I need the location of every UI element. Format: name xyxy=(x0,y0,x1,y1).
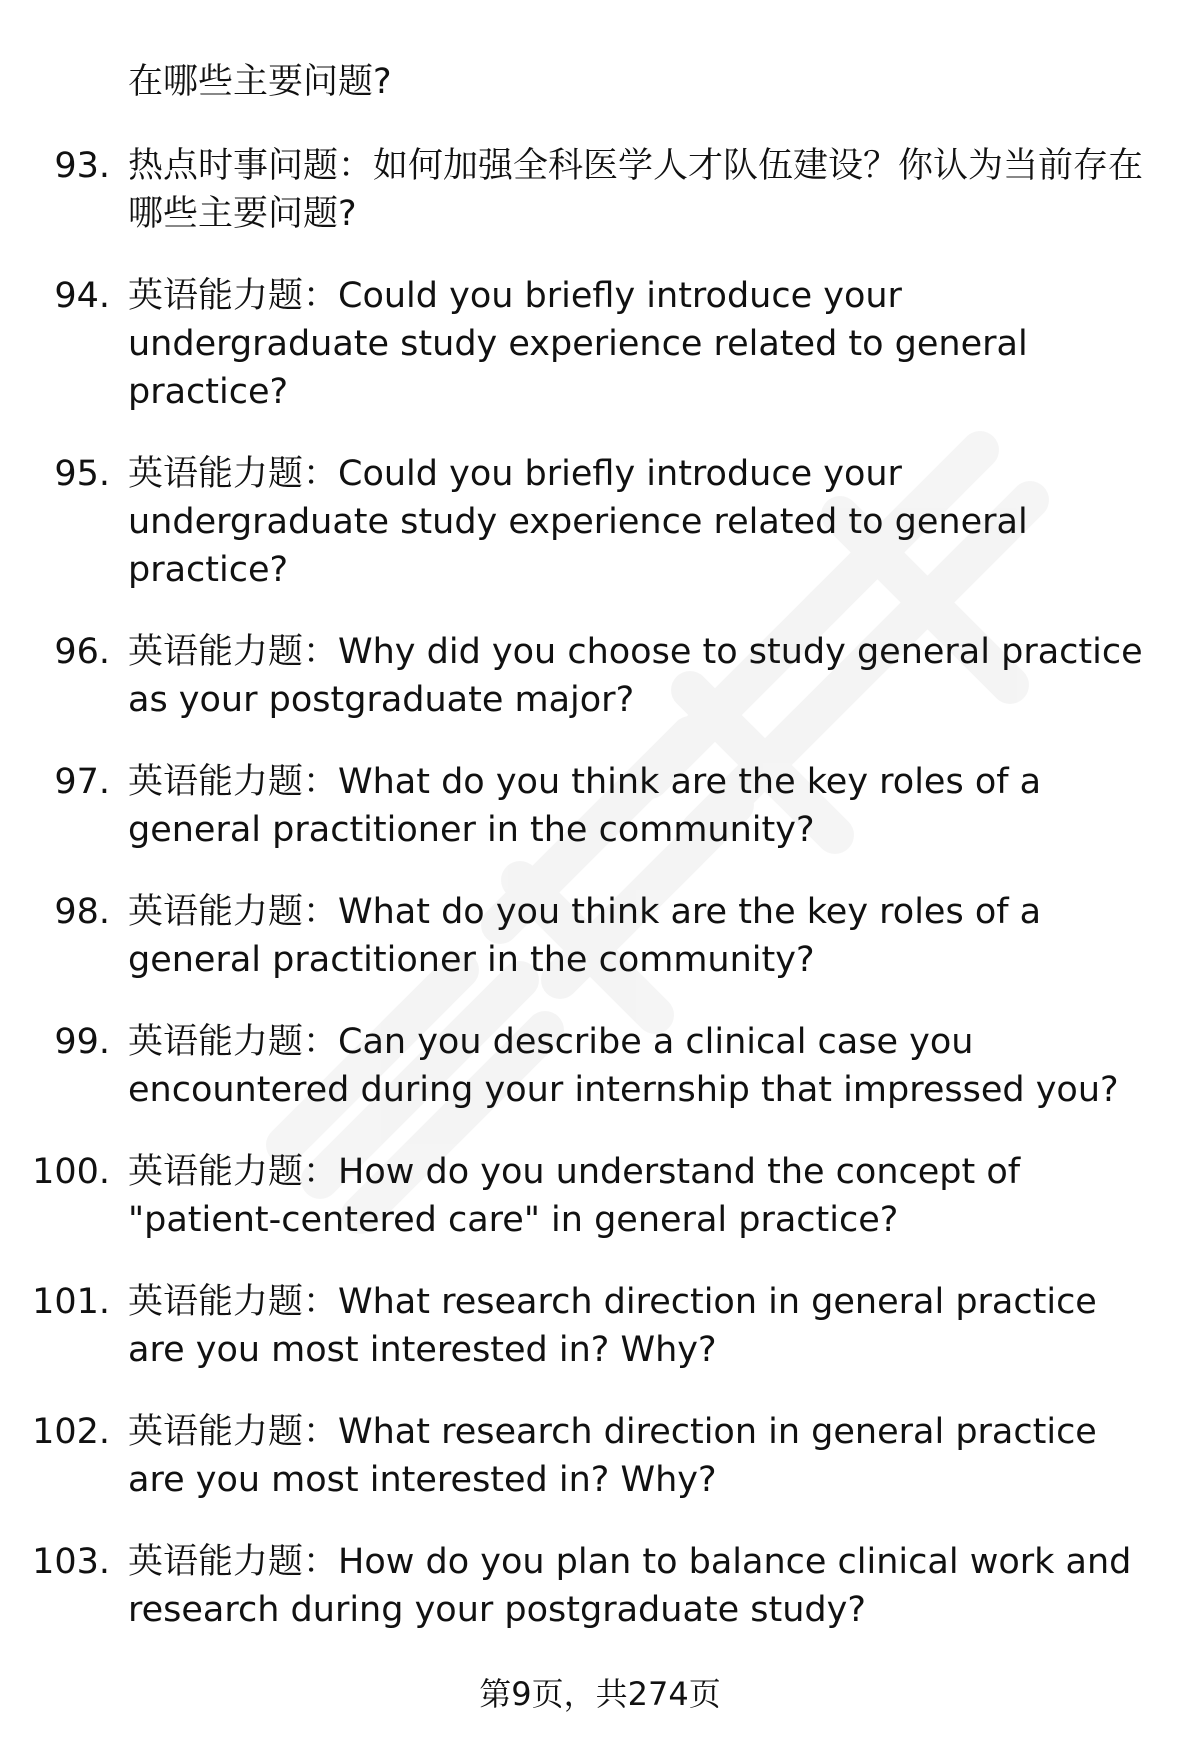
item-text: 英语能力题：Can you describe a clinical case you encountered during your internship that impressed you? xyxy=(128,1022,1119,1110)
list-item xyxy=(0,758,1200,854)
item-number: 103. xyxy=(32,1542,110,1582)
list-item xyxy=(0,142,1200,238)
item-text: 英语能力题：Could you briefly introduce your undergraduate study experience related to general practice? xyxy=(128,276,1028,412)
list-item xyxy=(0,888,1200,984)
continuation-text: 在哪些主要问题? xyxy=(128,62,392,102)
item-number: 100. xyxy=(32,1152,110,1192)
item-text: 英语能力题：What do you think are the key roles of a general practitioner in the community? xyxy=(128,762,1042,850)
item-text: 英语能力题：Why did you choose to study general practice as your postgraduate major? xyxy=(128,632,1143,720)
list-item xyxy=(0,1278,1200,1374)
item-number: 98. xyxy=(54,892,110,932)
item-text: 英语能力题：How do you understand the concept of "patient-centered care" in general practice? xyxy=(128,1152,1021,1240)
item-number: 94. xyxy=(54,276,110,316)
item-number: 99. xyxy=(54,1022,110,1062)
list-item xyxy=(0,450,1200,594)
list-item xyxy=(0,1408,1200,1504)
list-item xyxy=(0,272,1200,416)
question-list xyxy=(0,142,1200,1668)
page-footer: 第9页，共274页 xyxy=(479,1675,721,1713)
item-number: 95. xyxy=(54,454,110,494)
item-text: 热点时事问题：如何加强全科医学人才队伍建设？你认为当前存在哪些主要问题? xyxy=(128,146,1144,234)
item-text: 英语能力题：Could you briefly introduce your undergraduate study experience related to general practice? xyxy=(128,454,1028,590)
item-text: 英语能力题：What research direction in general practice are you most interested in? Why? xyxy=(128,1412,1097,1500)
list-item xyxy=(0,1148,1200,1244)
list-item xyxy=(0,1538,1200,1634)
item-text: 英语能力题：How do you plan to balance clinical work and research during your postgraduate study? xyxy=(128,1542,1132,1630)
item-text: 英语能力题：What do you think are the key roles of a general practitioner in the community? xyxy=(128,892,1042,980)
item-text: 英语能力题：What research direction in general practice are you most interested in? Why? xyxy=(128,1282,1097,1370)
item-number: 93. xyxy=(54,146,110,186)
list-item xyxy=(0,1018,1200,1114)
list-item xyxy=(0,628,1200,724)
item-number: 101. xyxy=(32,1282,110,1322)
item-number: 96. xyxy=(54,632,110,672)
item-number: 102. xyxy=(32,1412,110,1452)
item-number: 97. xyxy=(54,762,110,802)
